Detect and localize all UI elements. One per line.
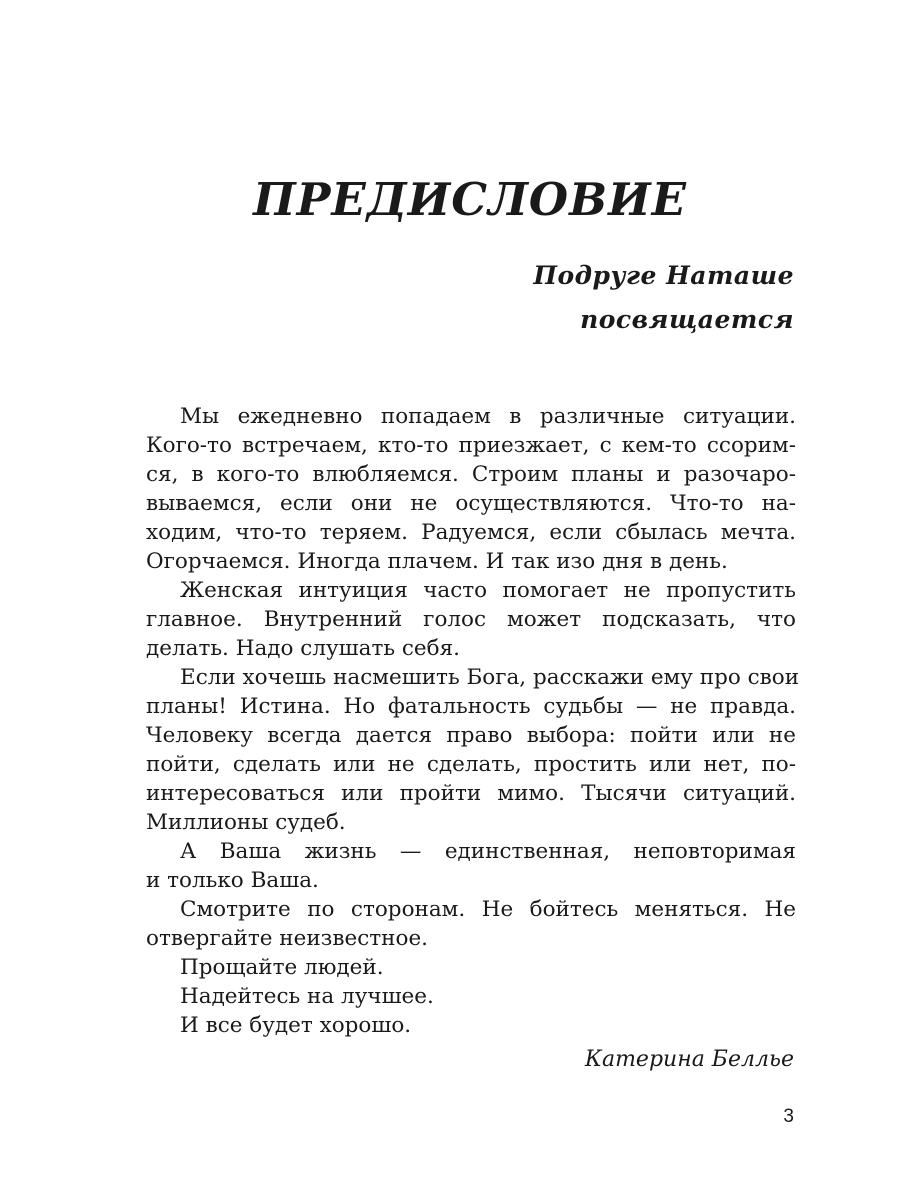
dedication-line: Подруге Наташе — [533, 261, 794, 290]
body-text — [146, 402, 800, 1040]
page-number: 3 — [783, 1106, 794, 1127]
dedication-line: посвящается — [580, 305, 794, 334]
dedication — [533, 254, 794, 342]
text-line: ходим, что-то теряем. Радуемся, если сбылась мечта. — [146, 520, 796, 545]
text-line: делать. Надо слушать себя. — [146, 636, 460, 661]
text-line: Миллионы судеб. — [146, 810, 346, 835]
text-line: И все будет хорошо. — [180, 1013, 412, 1038]
text-line: Огорчаемся. Иногда плачем. И так изо дня в день. — [146, 549, 728, 574]
text-line: А Ваша жизнь — единственная, неповторимая — [180, 839, 796, 864]
text-line: интересоваться или пройти мимо. Тысячи ситуаций. — [146, 781, 796, 806]
text-line: отвергайте неизвестное. — [146, 926, 428, 951]
text-line: и только Ваша. — [146, 868, 319, 893]
text-line: Кого-то встречаем, кто-то приезжает, с кем-то ссорим- — [146, 433, 796, 458]
page-title: ПРЕДИСЛОВИЕ — [253, 173, 687, 226]
author-signature: Катерина Беллье — [584, 1047, 794, 1072]
text-line: Надейтесь на лучшее. — [180, 984, 434, 1009]
text-line: пойти, сделать или не сделать, простить или нет, по- — [146, 752, 796, 777]
text-line: вываемся, если они не осуществляются. Что-то на- — [146, 491, 796, 516]
text-line: Человеку всегда дается право выбора: пойти или не — [146, 723, 796, 748]
text-line: главное. Внутренний голос может подсказать, что — [146, 607, 796, 632]
text-line: планы! Истина. Но фатальность судьбы — не правда. — [146, 694, 796, 719]
text-line: Смотрите по сторонам. Не бойтесь меняться. Не — [180, 897, 796, 922]
text-line: Если хочешь насмешить Бога, расскажи ему про свои — [180, 665, 800, 690]
text-line: Прощайте людей. — [180, 955, 384, 980]
text-line: ся, в кого-то влюбляемся. Строим планы и разочаро- — [146, 462, 796, 487]
text-line: Женская интуиция часто помогает не пропустить — [180, 578, 796, 603]
text-line: Мы ежедневно попадаем в различные ситуации. — [180, 404, 796, 429]
